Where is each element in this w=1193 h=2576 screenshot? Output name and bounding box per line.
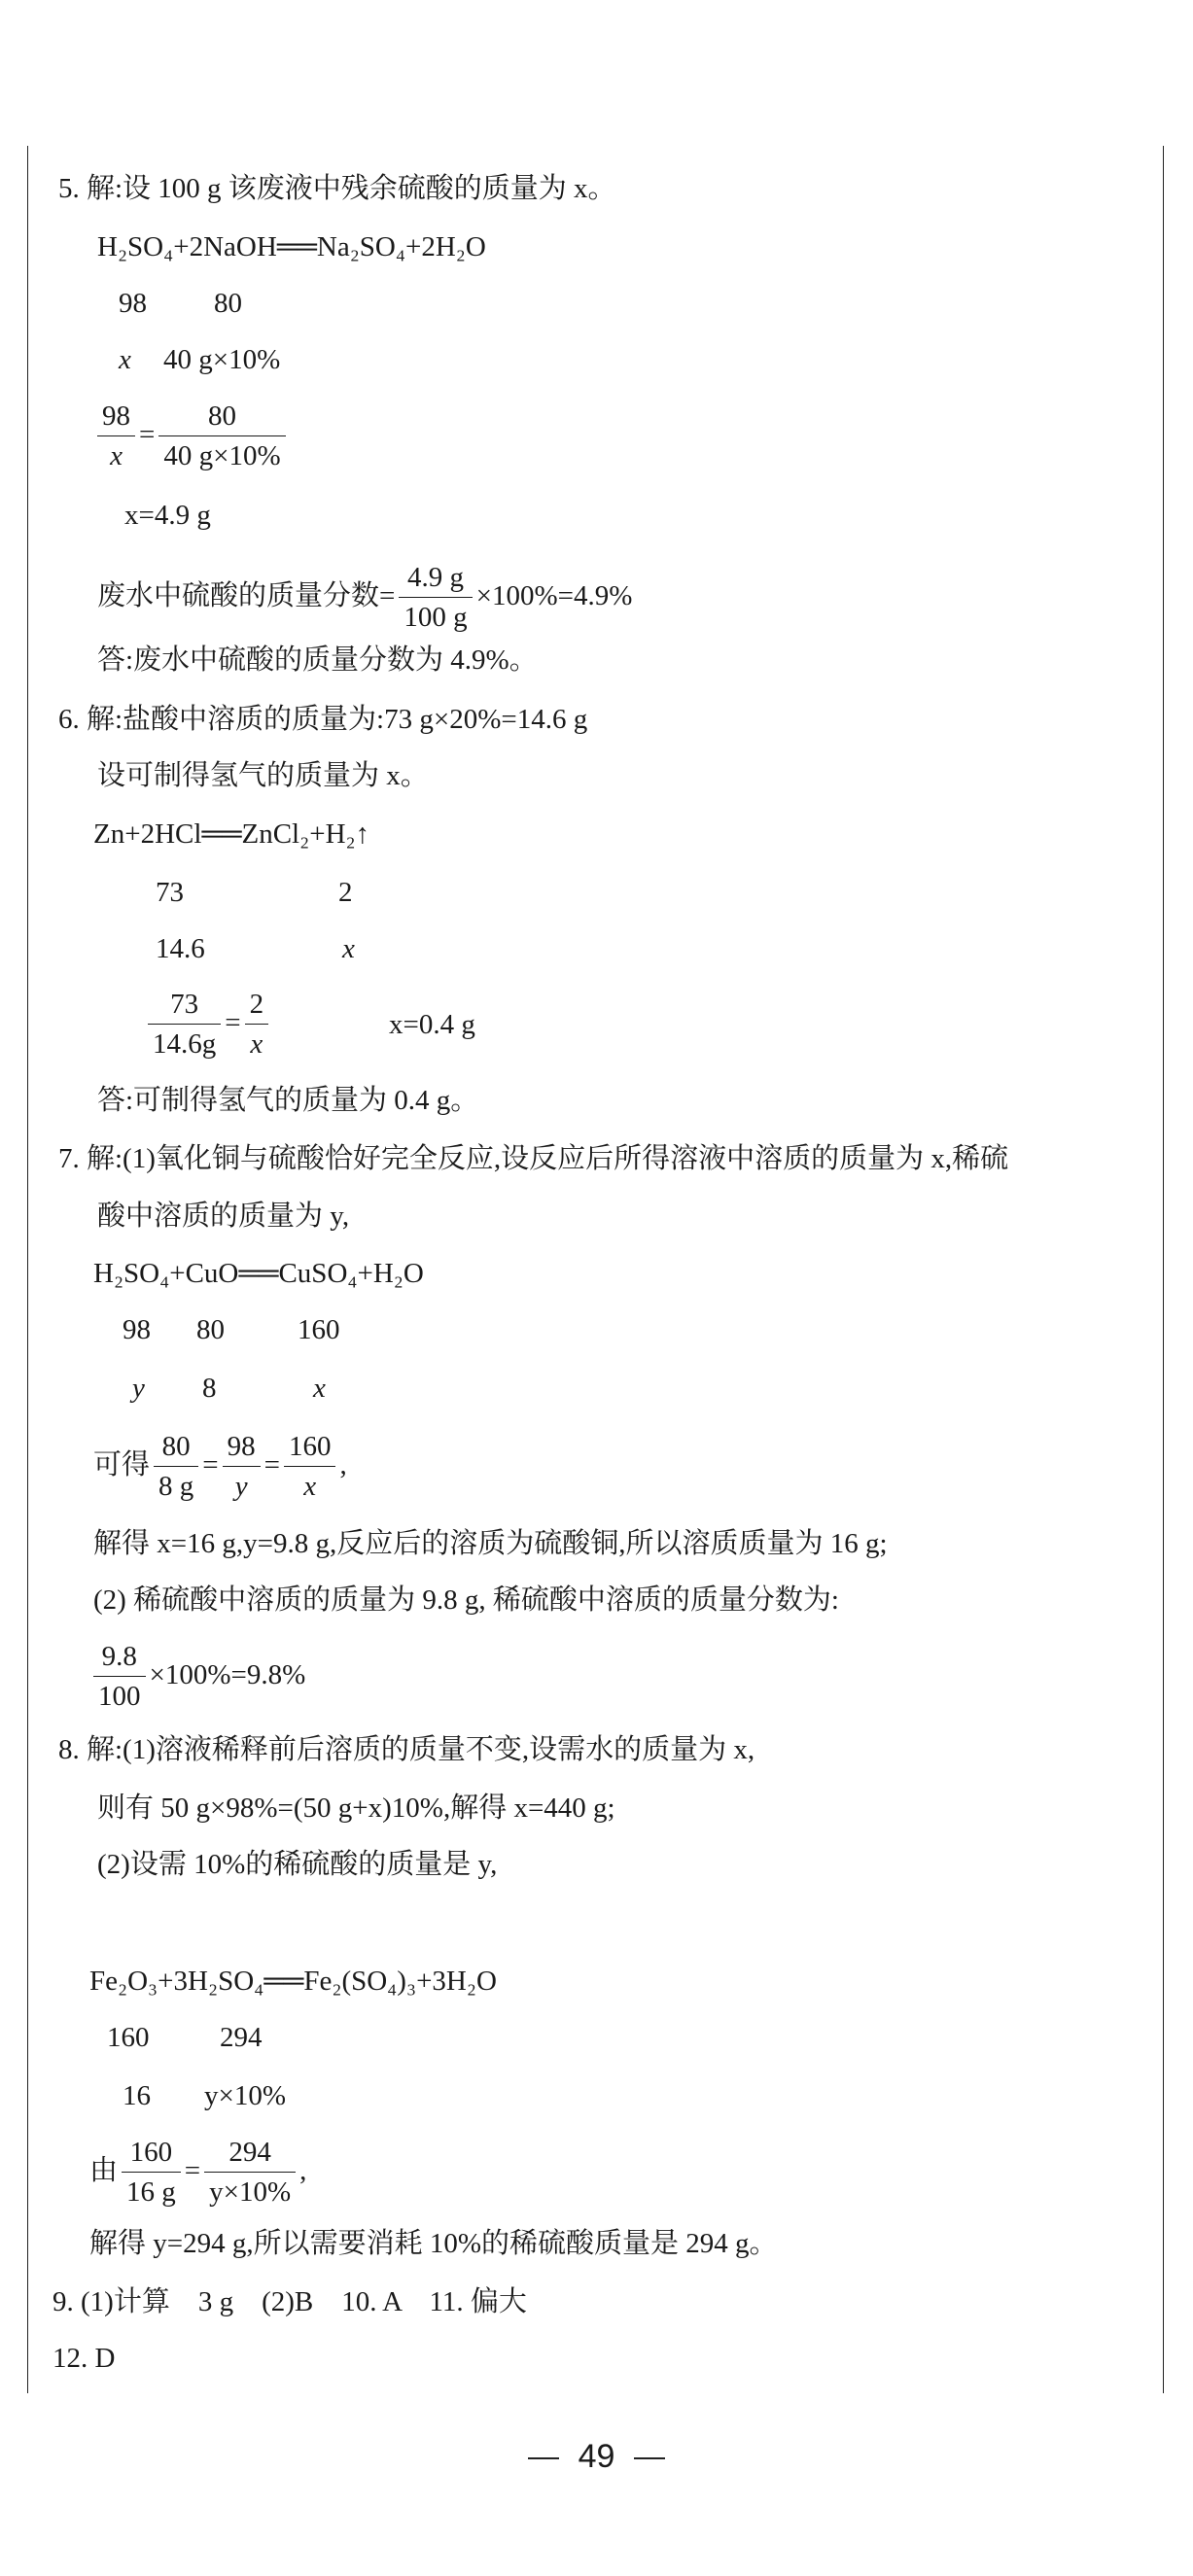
q5-prop-right-fraction: [158, 400, 285, 473]
page-number-dash-left: [528, 2457, 559, 2459]
q12-answer: 12. D: [53, 2343, 116, 2374]
q6-intro: 解:盐酸中溶质的质量为:73 g×20%=14.6 g: [87, 704, 588, 735]
q8-fraction-2: [204, 2137, 296, 2210]
q8-prefix: 由: [89, 2155, 119, 2186]
q5-fraction-line: [97, 562, 632, 635]
q8-equation: Fe₂O₃+3H₂SO₄══Fe₂(SO₄)₃+3H₂O: [89, 1966, 497, 1997]
q8-fraction-1: [122, 2137, 181, 2210]
page-number: [0, 2438, 1193, 2476]
q5-prop-left-den: x: [110, 440, 123, 472]
q8-line3: (2)设需 10%的稀硫酸的质量是 y,: [97, 1849, 498, 1880]
q6-prop-left-fraction: [148, 989, 221, 1062]
q8-fraction-2-den: y×10%: [209, 2176, 292, 2209]
q8-fraction-2-num: 294: [204, 2137, 296, 2173]
left-margin-rule: [27, 146, 28, 2393]
q7-fraction-3-num: 160: [284, 1431, 336, 1467]
q8-intro-line: [58, 1736, 754, 1764]
q5-equation: H₂SO₄+2NaOH══Na₂SO₄+2H₂O: [97, 231, 486, 262]
q7-fraction-3: [284, 1431, 336, 1504]
q7-solve: 解得 x=16 g,y=9.8 g,反应后的溶质为硫酸铜,所以溶质质量为 16 g;: [93, 1528, 888, 1559]
q6-prop-right-num: 2: [245, 989, 269, 1025]
q8-ratio-top-1: 160: [107, 2022, 150, 2053]
q7-percent-fraction: [93, 1641, 146, 1714]
q6-prop-right-den: x: [250, 1028, 263, 1061]
q5-prop-left-fraction: [97, 400, 135, 473]
q7-fraction-2-den: y: [234, 1471, 248, 1503]
q7-prefix: 可得: [93, 1449, 151, 1480]
page-number-dash-right: [634, 2457, 665, 2459]
q7-ratio-top-3: 160: [298, 1314, 340, 1345]
q8-fraction-tail: ,: [299, 2155, 307, 2186]
q5-intro-line: [58, 175, 616, 203]
q6-prop-left-num: 73: [148, 989, 221, 1025]
q7-ratio-top-2: 80: [196, 1314, 225, 1345]
q5-prop-left-num: 98: [97, 400, 135, 436]
q6-answer: 答:可制得氢气的质量为 0.4 g。: [97, 1085, 479, 1116]
q7-ratio-top-1: 98: [123, 1314, 151, 1345]
q8-solve: 解得 y=294 g,所以需要消耗 10%的稀硫酸质量是 294 g。: [89, 2228, 778, 2259]
q7-fraction2-num: 9.8: [93, 1641, 146, 1677]
q8-intro: 解:(1)溶液稀释前后溶质的质量不变,设需水的质量为 x,: [87, 1734, 755, 1765]
q7-equation: H₂SO₄+CuO══CuSO₄+H₂O: [93, 1258, 424, 1289]
q8-ratio-bottom-1: 16: [123, 2080, 151, 2111]
q5-proportion: $\frac{98}{x}$ = $\frac{80}{40 g\times 10\%}$: [93, 400, 290, 473]
q8-number: 8.: [58, 1734, 80, 1765]
q7-intro: 解:(1)氧化铜与硫酸恰好完全反应,设反应后所得溶液中溶质的质量为 x,稀硫: [87, 1143, 1009, 1174]
q6-prop-right-fraction: [245, 989, 269, 1062]
q7-number: 7.: [58, 1143, 80, 1174]
q5-result: x=4.9 g: [124, 500, 211, 531]
q8-fraction-1-num: 160: [122, 2137, 181, 2173]
q7-ratio-bottom-3: x: [313, 1373, 326, 1404]
q7-fraction-2-num: 98: [223, 1431, 261, 1467]
q6-proportion: $\frac{73}{14.6g}$ = $\frac{2}{x}$: [144, 989, 272, 1062]
q8-fraction-1-den: 16 g: [126, 2176, 176, 2209]
q6-number: 6.: [58, 704, 80, 735]
q6-ratio-top-1: 73: [156, 877, 184, 908]
q5-intro: 解:设 100 g 该废液中残余硫酸的质量为 x。: [87, 173, 616, 204]
q7-proportion: 可得 $\frac{80}{8 g}$ = $\frac{98}{y}$ = $\frac{160}{x}$ ,: [93, 1431, 347, 1503]
q6-equation: Zn+2HCl══ZnCl₂+H₂↑: [93, 818, 370, 850]
q9-11-answers: 9. (1)计算 3 g (2)B 10. A 11. 偏大: [53, 2286, 527, 2317]
q5-ratio-top-2: 80: [214, 288, 242, 319]
q5-fraction-den: 100 g: [404, 602, 468, 634]
q7-ratio-bottom-1: y: [132, 1373, 145, 1404]
q5-ratio-bottom-1: x: [119, 344, 131, 375]
q5-answer: 答:废水中硫酸的质量分数为 4.9%。: [97, 644, 538, 676]
q5-ratio-top-1: 98: [119, 288, 147, 319]
q7-fraction-3-den: x: [303, 1471, 317, 1503]
q6-prop-left-den: 14.6g: [153, 1028, 217, 1061]
q7-fraction-1: [154, 1431, 198, 1504]
q5-fraction-label: 废水中硫酸的质量分数=: [97, 580, 396, 611]
q6-ratio-bottom-2: x: [342, 933, 355, 964]
q7-ratio-bottom-2: 8: [202, 1373, 217, 1404]
q7-fraction-2: [223, 1431, 261, 1504]
q7-fraction-1-den: 8 g: [158, 1471, 194, 1503]
q8-ratio-top-2: 294: [220, 2022, 263, 2053]
q5-prop-right-num: 80: [158, 400, 285, 436]
q7-part2: (2) 稀硫酸中溶质的质量为 9.8 g, 稀硫酸中溶质的质量分数为:: [93, 1584, 839, 1616]
q7-fraction2-den: 100: [98, 1681, 141, 1713]
q6-ratio-top-2: 2: [338, 877, 353, 908]
q7-fraction2-line: [89, 1641, 305, 1714]
q5-ratio-bottom-2: 40 g×10%: [163, 344, 281, 375]
q7-fraction-tail: ,: [339, 1449, 347, 1480]
q5-number: 5.: [58, 173, 80, 204]
q6-intro-line: [58, 706, 587, 734]
q6-line2: 设可制得氢气的质量为 x。: [97, 760, 429, 791]
q6-result: x=0.4 g: [389, 1009, 475, 1040]
q7-fraction2-tail: ×100%=9.8%: [149, 1659, 306, 1690]
q7-intro-line: [58, 1145, 1008, 1173]
q6-ratio-bottom-1: 14.6: [156, 933, 205, 964]
q8-line2: 则有 50 g×98%=(50 g+x)10%,解得 x=440 g;: [97, 1793, 615, 1824]
q8-proportion: 由 $\frac{160}{16 g}$ = $\frac{294}{y\times 10\%}$ ,: [89, 2137, 307, 2209]
q7-fraction-1-num: 80: [154, 1431, 198, 1467]
q8-ratio-bottom-2: y×10%: [204, 2080, 287, 2111]
q5-fraction-tail: ×100%=4.9%: [475, 580, 633, 611]
q5-mass-fraction: [399, 562, 472, 635]
page-number-text: 49: [578, 2438, 615, 2475]
q5-prop-right-den: 40 g×10%: [163, 440, 281, 472]
right-margin-rule: [1163, 146, 1164, 2393]
q7-intro-cont: 酸中溶质的质量为 y,: [97, 1201, 350, 1232]
q5-fraction-num: 4.9 g: [399, 562, 472, 598]
